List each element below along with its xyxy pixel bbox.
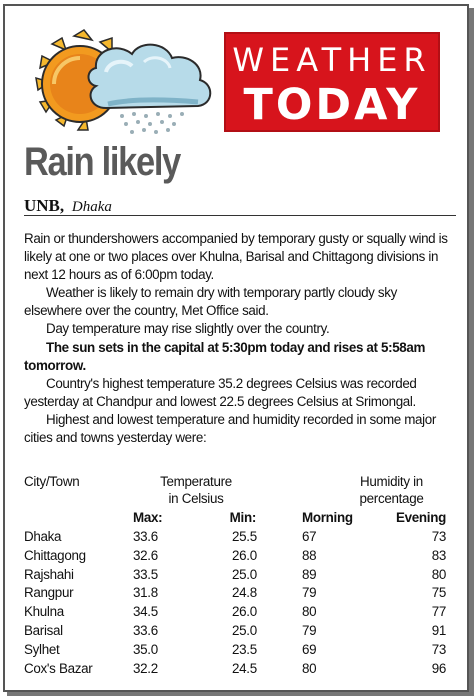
weather-today-banner [224, 32, 440, 132]
cell-min: 25.5 [232, 529, 257, 544]
cell-min: 24.5 [232, 660, 257, 676]
cell-max: 32.2 [133, 660, 158, 676]
cell-evening: 91 [431, 622, 446, 638]
cell-min: 25.0 [232, 566, 257, 582]
table-row [24, 661, 456, 680]
cell-max: 33.5 [133, 566, 158, 582]
cell-evening: 77 [431, 604, 446, 620]
table-row [24, 604, 456, 623]
cell-city: Khulna [24, 604, 64, 620]
weather-table [24, 473, 456, 679]
banner-title-line1: WEATHER [232, 41, 432, 79]
cell-morning: 79 [302, 585, 317, 601]
table-row [24, 548, 456, 567]
cell-city: Rangpur [24, 585, 74, 601]
paragraph: Day temperature may rise slightly over the country. [46, 321, 330, 337]
table-header [24, 473, 456, 510]
cell-morning: 80 [302, 604, 317, 620]
cell-city: Barisal [24, 622, 63, 638]
table-subheader [24, 510, 456, 529]
paragraph-sun-times: The sun sets in the capital at 5:30pm today and rises at 5:58am tomorrow. [24, 339, 426, 373]
cell-city: Dhaka [24, 529, 62, 544]
cell-city: Sylhet [24, 641, 60, 657]
cell-evening: 73 [431, 641, 446, 657]
cell-min: 25.0 [232, 622, 257, 638]
cell-morning: 80 [302, 660, 317, 676]
table-row [24, 642, 456, 661]
cell-city: Cox's Bazar [24, 660, 93, 676]
cell-evening: 83 [431, 547, 446, 563]
sun-cloud-rain-icon [34, 28, 224, 136]
byline-divider [24, 215, 456, 216]
cell-evening: 96 [431, 660, 446, 676]
cell-evening: 80 [431, 566, 446, 582]
byline-place: Dhaka [71, 199, 112, 215]
byline [24, 196, 112, 216]
table-row [24, 585, 456, 604]
cell-max: 31.8 [133, 585, 158, 601]
frame-shadow-right [469, 8, 474, 696]
byline-agency: UNB, [24, 196, 65, 215]
cell-city: Chittagong [24, 547, 86, 563]
cell-evening: 73 [431, 529, 446, 544]
cell-morning: 89 [302, 566, 317, 582]
article-headline: Rain likely [24, 140, 180, 184]
header-humidity: Humidity in percentage [359, 474, 424, 506]
subheader-evening: Evening [396, 510, 446, 525]
cell-max: 32.6 [133, 547, 158, 563]
subheader-max: Max: [133, 510, 163, 525]
paragraph: Rain or thundershowers accompanied by temporary gusty or squally wind is likely at one or two places over Khulna, Barisal and Chittagong divisions in next 12 hours as of 6:00pm today. [24, 231, 448, 283]
paragraph: Highest and lowest temperature and humidity recorded in some major cities and towns yesterday were: [24, 411, 436, 446]
paragraph: Weather is likely to remain dry with temporary partly cloudy sky elsewhere over the country, Met Office said. [24, 285, 397, 319]
cell-min: 26.0 [232, 547, 257, 563]
subheader-min: Min: [229, 510, 256, 525]
banner-title-line2: TODAY [243, 80, 421, 130]
table-row [24, 567, 456, 586]
cell-max: 34.5 [133, 604, 158, 620]
cell-morning: 88 [302, 547, 317, 563]
subheader-morning: Morning [302, 510, 353, 525]
cell-morning: 79 [302, 622, 317, 638]
cell-max: 33.6 [133, 529, 158, 544]
header-temperature: Temperature in Celsius [160, 474, 232, 506]
cell-morning: 69 [302, 641, 317, 657]
cell-min: 26.0 [232, 604, 257, 620]
cell-evening: 75 [431, 585, 446, 601]
cell-city: Rajshahi [24, 566, 74, 582]
cell-max: 33.6 [133, 622, 158, 638]
table-row [24, 529, 456, 548]
paragraph: Country's highest temperature 35.2 degrees Celsius was recorded yesterday at Chandpur and lowest 22.5 degrees Celsius at Srimongal. [24, 375, 417, 409]
cell-min: 24.8 [232, 585, 257, 601]
table-row [24, 623, 456, 642]
cell-min: 23.5 [232, 641, 257, 657]
cell-max: 35.0 [133, 641, 158, 657]
article-body [24, 230, 456, 447]
header-city: City/Town [24, 474, 80, 489]
cell-morning: 67 [302, 529, 317, 544]
